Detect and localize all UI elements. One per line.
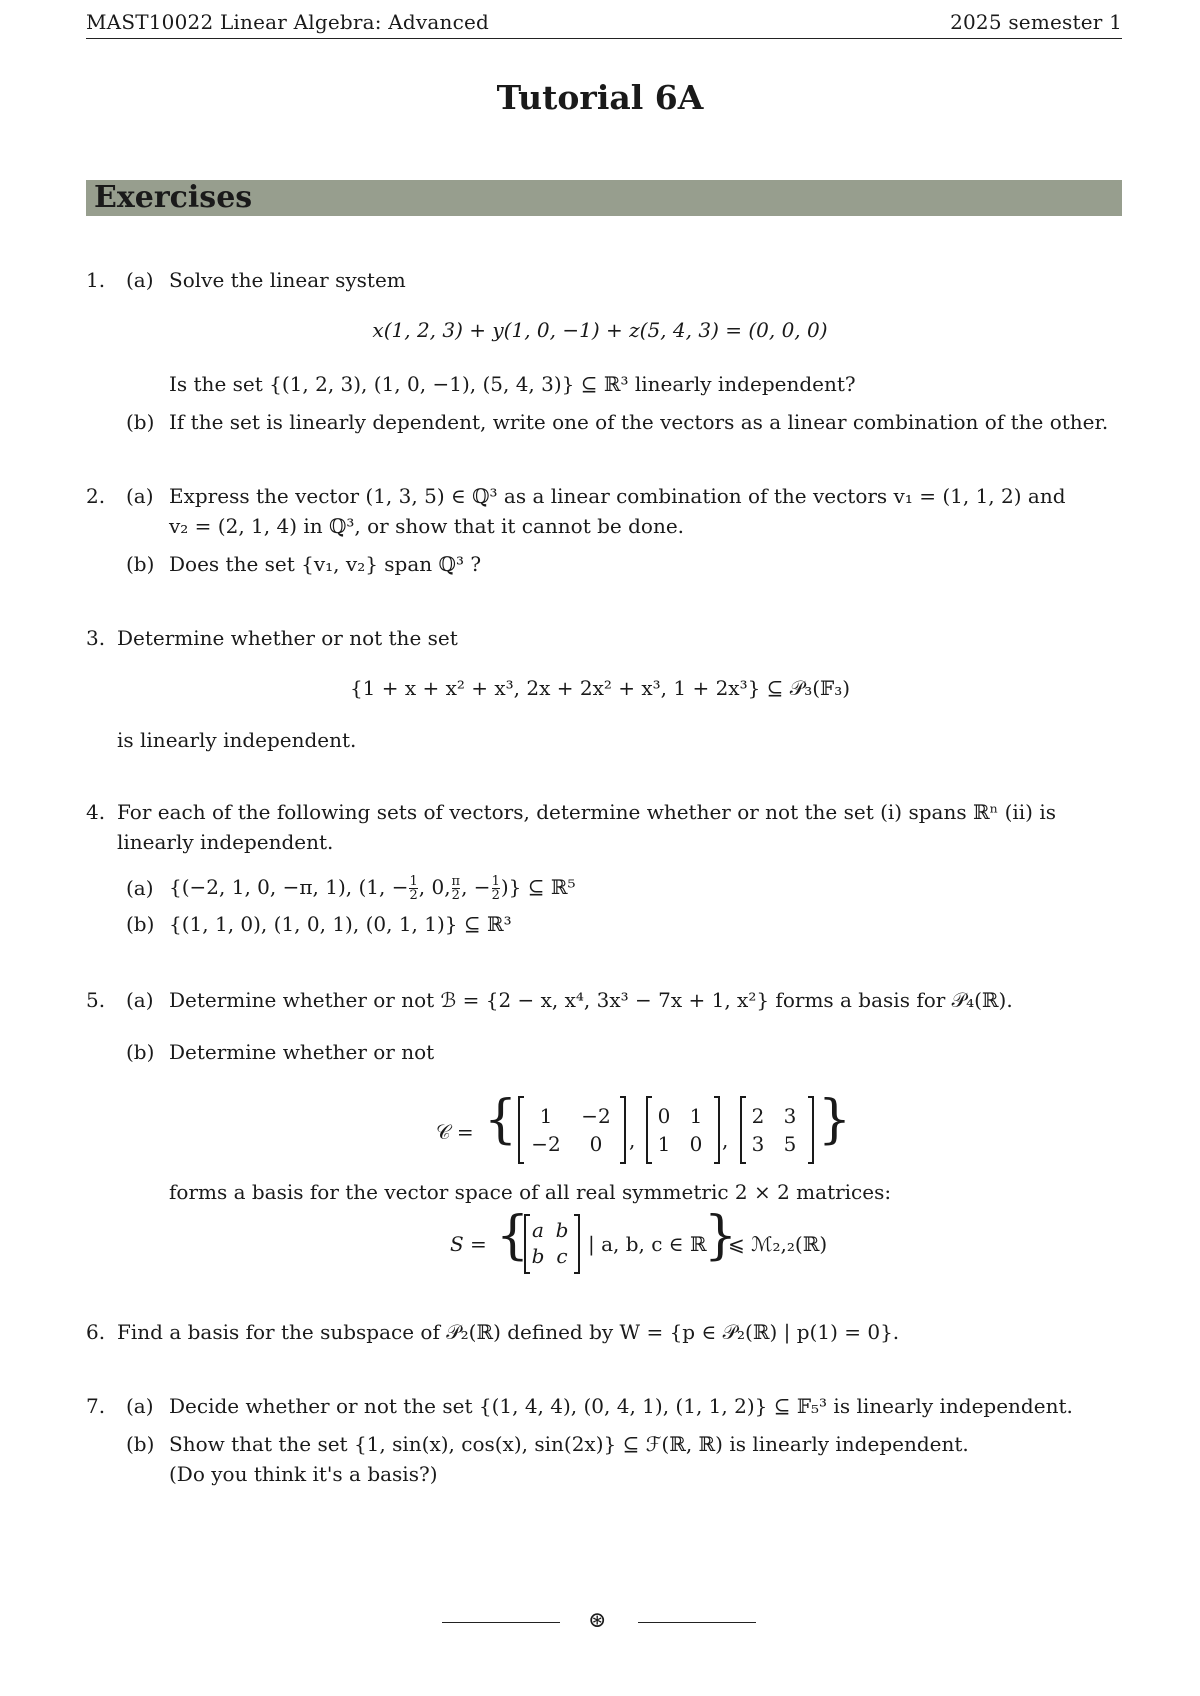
matrix-cell: 0 xyxy=(689,1132,703,1156)
c-lhs: 𝒞 = xyxy=(436,1120,474,1144)
section-heading: Exercises xyxy=(94,180,253,215)
q4a-set-end: )} ⊆ ℝ⁵ xyxy=(500,875,576,899)
right-brace: } xyxy=(704,1206,738,1266)
frac-num: 1 xyxy=(491,874,500,889)
q6-number: 6. xyxy=(86,1320,106,1344)
q7b-label: (b) xyxy=(126,1432,155,1456)
frac-num: 1 xyxy=(409,874,418,889)
section-band xyxy=(86,180,1122,216)
matrix-cell: 1 xyxy=(539,1104,553,1128)
q1a-equation: x(1, 2, 3) + y(1, 0, −1) + z(5, 4, 3) = (0, 0, 0) xyxy=(372,318,828,342)
q5b-text: Determine whether or not xyxy=(169,1040,435,1064)
q3-number: 3. xyxy=(86,626,106,650)
q5a-label: (a) xyxy=(126,988,154,1012)
matrix-cell: b xyxy=(555,1218,569,1242)
matrix-cell: c xyxy=(556,1244,568,1268)
matrix-cell: 1 xyxy=(689,1104,703,1128)
q5b-label: (b) xyxy=(126,1040,155,1064)
q4a-set-start: {(−2, 1, 0, −π, 1), (1, − xyxy=(169,875,409,899)
frac-den: 2 xyxy=(451,888,460,903)
q7b-text2: (Do you think it's a basis?) xyxy=(169,1462,438,1486)
q4-line1: For each of the following sets of vectors, determine whether or not the set (i) spans ℝⁿ (ii) is xyxy=(117,800,1056,824)
q1-number: 1. xyxy=(86,268,106,292)
s-lhs: S = xyxy=(450,1232,487,1256)
symmetric-matrix xyxy=(524,1216,580,1272)
q4-number: 4. xyxy=(86,800,106,824)
q3-tail: is linearly independent. xyxy=(117,728,357,752)
matrix-cell: 5 xyxy=(783,1132,797,1156)
q2b-text: Does the set {v₁, v₂} span ℚ³ ? xyxy=(169,552,482,576)
q4a-set-mid: , 0, xyxy=(418,875,451,899)
q1a-text: Solve the linear system xyxy=(169,268,406,292)
q2b-label: (b) xyxy=(126,552,155,576)
q2a-label: (a) xyxy=(126,484,154,508)
q7a-text: Decide whether or not the set {(1, 4, 4), (0, 4, 1), (1, 1, 2)} ⊆ 𝔽₅³ is linearly independent. xyxy=(169,1394,1073,1418)
matrix-2 xyxy=(646,1098,720,1162)
q5b-text2: forms a basis for the vector space of all real symmetric 2 × 2 matrices: xyxy=(169,1180,892,1204)
q6-text: Find a basis for the subspace of 𝒫₂(ℝ) defined by W = {p ∈ 𝒫₂(ℝ) | p(1) = 0}. xyxy=(117,1320,900,1344)
q4b-set: {(1, 1, 0), (1, 0, 1), (0, 1, 1)} ⊆ ℝ³ xyxy=(169,912,512,936)
matrix-comma: , xyxy=(722,1128,729,1152)
q5a-text: Determine whether or not ℬ = {2 − x, x⁴, 3x³ − 7x + 1, x²} forms a basis for 𝒫₄(ℝ). xyxy=(169,988,1013,1012)
q7a-label: (a) xyxy=(126,1394,154,1418)
matrix-cell: a xyxy=(532,1218,544,1242)
matrix-cell: 2 xyxy=(751,1104,765,1128)
left-brace: { xyxy=(496,1206,530,1266)
frac-den: 2 xyxy=(409,888,418,903)
q1a-question: Is the set {(1, 2, 3), (1, 0, −1), (5, 4, 3)} ⊆ ℝ³ linearly independent? xyxy=(169,372,856,396)
q1b-text: If the set is linearly dependent, write one of the vectors as a linear combination of the other. xyxy=(169,410,1109,434)
page-title: Tutorial 6A xyxy=(496,78,704,117)
matrix-cell: 1 xyxy=(657,1132,671,1156)
frac-num: π xyxy=(451,874,461,889)
matrix-cell: 0 xyxy=(589,1132,603,1156)
q3-equation: {1 + x + x² + x³, 2x + 2x² + x³, 1 + 2x³} ⊆ 𝒫₃(𝔽₃) xyxy=(349,676,851,700)
matrix-cell: b xyxy=(531,1244,545,1268)
q4b-label: (b) xyxy=(126,912,155,936)
q1a-label: (a) xyxy=(126,268,154,292)
frac-den: 2 xyxy=(491,888,500,903)
semester-header: 2025 semester 1 xyxy=(950,10,1122,34)
s-condition: | a, b, c ∈ ℝ xyxy=(588,1232,707,1256)
q4a-label: (a) xyxy=(126,876,154,900)
matrix-1 xyxy=(518,1098,626,1162)
matrix-3 xyxy=(740,1098,814,1162)
q2a-line1: Express the vector (1, 3, 5) ∈ ℚ³ as a linear combination of the vectors v₁ = (1, 1, 2) and xyxy=(169,484,1066,508)
q1b-label: (b) xyxy=(126,410,155,434)
q7-number: 7. xyxy=(86,1394,106,1418)
q4-line2: linearly independent. xyxy=(117,830,334,854)
matrix-comma: , xyxy=(629,1128,636,1152)
s-rhs: ⩽ ℳ₂,₂(ℝ) xyxy=(728,1232,828,1256)
matrix-cell: 3 xyxy=(751,1132,765,1156)
q4a-set xyxy=(169,870,576,904)
q4a-set-mid2: , − xyxy=(461,875,491,899)
matrix-cell: −2 xyxy=(581,1104,611,1128)
footer-ornament: ⊛ xyxy=(588,1608,607,1633)
q7b-text: Show that the set {1, sin(x), cos(x), sin(2x)} ⊆ ℱ(ℝ, ℝ) is linearly independent. xyxy=(169,1432,969,1456)
right-brace: } xyxy=(818,1090,852,1150)
matrix-cell: −2 xyxy=(531,1132,561,1156)
course-header: MAST10022 Linear Algebra: Advanced xyxy=(86,10,490,34)
fraction-half xyxy=(409,875,417,902)
matrix-cell: 0 xyxy=(657,1104,671,1128)
left-brace: { xyxy=(484,1090,518,1150)
q5-number: 5. xyxy=(86,988,106,1012)
matrix-cell: 3 xyxy=(783,1104,797,1128)
fraction-half xyxy=(492,875,500,902)
footer-rule-left xyxy=(442,1622,560,1623)
fraction-pi-half xyxy=(452,875,461,902)
q2-number: 2. xyxy=(86,484,106,508)
q3-text: Determine whether or not the set xyxy=(117,626,458,650)
footer-rule-right xyxy=(638,1622,756,1623)
q2a-line2: v₂ = (2, 1, 4) in ℚ³, or show that it cannot be done. xyxy=(169,514,685,538)
header-rule xyxy=(86,38,1122,39)
